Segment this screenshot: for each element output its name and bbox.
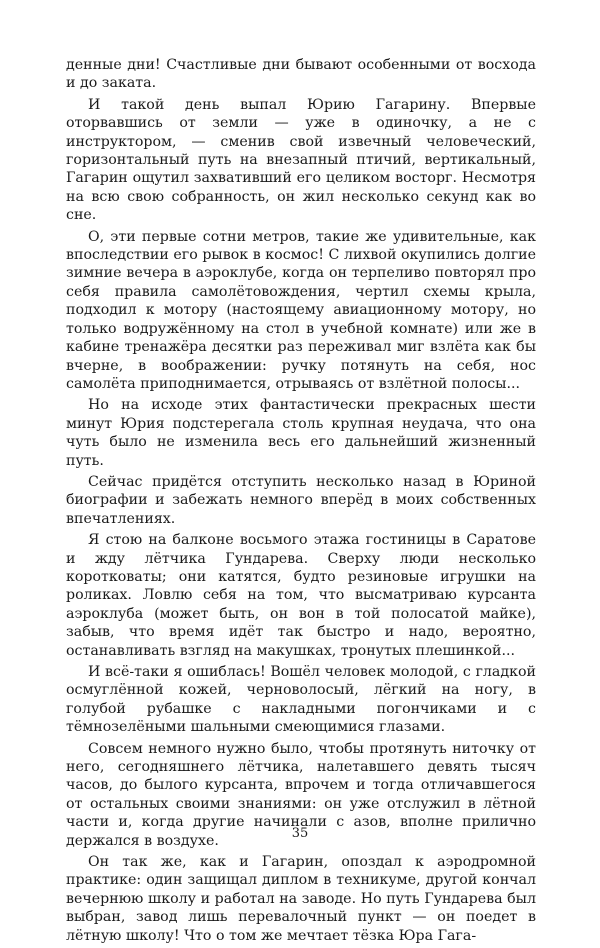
paragraph-7: И всё-таки я ошиблась! Вошёл человек молодой, с гладкой осмуглённой кожей, черноволосый, лёгкий на ногу, в голубой рубашке с накладными погончиками и с тёмнозелёными шальными смеющимися глазами.: [66, 664, 536, 736]
paragraph-8: Совсем немного нужно было, чтобы протянуть ниточку от него, сегодняшнего лётчика, налетавшего девять тысяч часов, до былого курсанта, впрочем и тогда отличавшегося от остальных своими знаниями: он уже отслужил в лётной части и, когда другие начинали с азов, вполне прилично держался в воздухе.: [66, 740, 536, 849]
paragraph-1: денные дни! Счастливые дни бывают особенными от восхода и до заката.: [66, 57, 536, 92]
paragraph-4: Но на исходе этих фантастически прекрасных шести минут Юрия подстерегала столь крупная неудача, что она чуть было не изменила весь его дальнейший жизненный путь.: [66, 397, 536, 469]
paragraph-2: И такой день выпал Юрию Гагарину. Впервые оторвавшись от земли — уже в одиночку, а не с инструктором, — сменив свой извечный человеческий, горизонтальный путь на внезапный птичий, вертикальный, Гагарин ощутил захвативший его целиком восторг. Несмотря на всю свою собранность, он жил несколько секунд как во сне.: [66, 96, 536, 224]
paragraph-3: О, эти первые сотни метров, такие же удивительные, как впоследствии его рывок в космос! С лихвой окупились долгие зимние вечера в аэроклубе, когда он терпеливо повторял про себя правила самолётовождения, чертил схемы крыла, подходил к мотору (настоящему авиационному мотору, но только водружённому на стол в учебной комнате) или же в кабине тренажёра десятки раз переживал миг взлёта как бы вчерне, в воображении: ручку потянуть на себя, нос самолёта приподнимается, отрываясь от взлётной полосы...: [66, 228, 536, 392]
paragraph-5: Сейчас придётся отступить несколько назад в Юриной биографии и забежать немного вперёд в моих собственных впечатлениях.: [66, 473, 536, 527]
paragraph-9: Он так же, как и Гагарин, опоздал к аэродромной практике: один защищал диплом в техникуме, другой кончал вечернюю школу и работал на заводе. Но путь Гундарева был выбран, завод лишь перевалочный пункт — он поедет в лётную школу! Что о том же мечтает тёзка Юра Гага-: [66, 854, 536, 944]
paragraph-6: Я стою на балконе восьмого этажа гостиницы в Саратове и жду лётчика Гундарева. Сверху люди несколько коротковаты; они катятся, будто резиновые игрушки на роликах. Ловлю себя на том, что высматриваю курсанта аэроклуба (может быть, он вон в той полосатой майке), забыв, что время идёт так быстро и надо, вероятно, останавливать взгляд на макушках, тронутых плешинкой...: [66, 532, 536, 659]
page-number: 35: [291, 826, 309, 841]
page-text-block: [66, 56, 536, 948]
